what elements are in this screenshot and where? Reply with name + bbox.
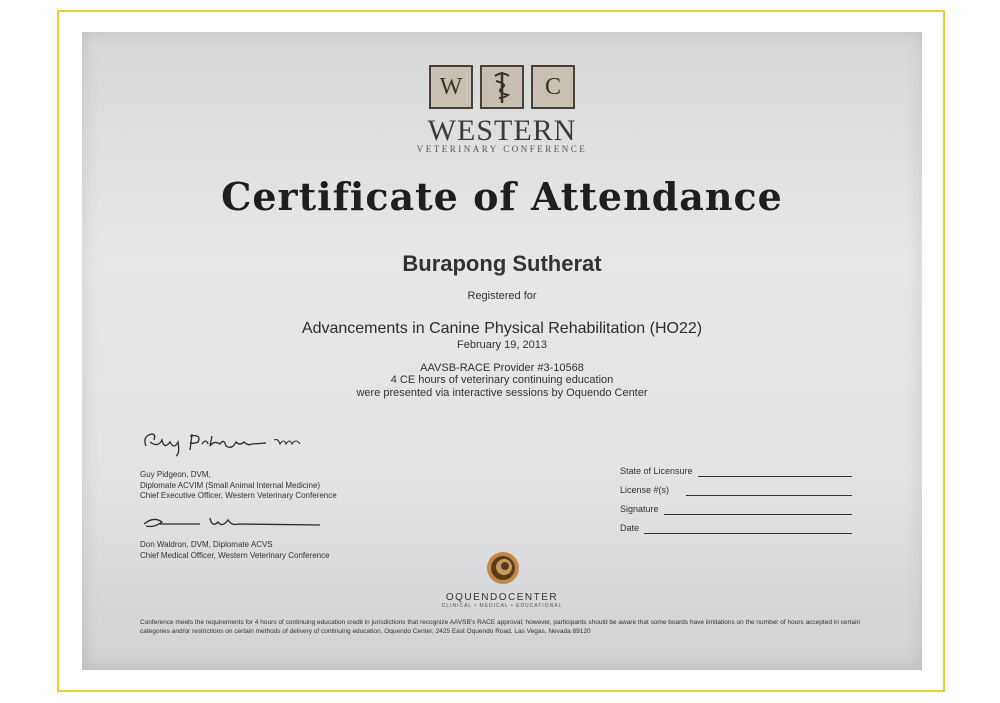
field-date: [620, 523, 860, 542]
logo-letter-w: W: [429, 65, 473, 109]
field-license-numbers: [620, 485, 860, 504]
signatory-1-title-2: Chief Executive Officer, Western Veterinary Conference: [140, 491, 337, 500]
signatory-1-block: [140, 470, 337, 502]
oquendo-name: OQUENDOCENTER: [445, 592, 559, 603]
field-line: [644, 533, 852, 534]
logo-letter-c: C: [531, 65, 575, 109]
signatory-2-name: Don Waldron, DVM, Diplomate ACVS: [140, 540, 273, 549]
field-label: Date: [620, 523, 640, 533]
certificate-paper: [82, 32, 922, 670]
signatory-1-name: Guy Pidgeon, DVM,: [140, 470, 211, 479]
oquendo-spiral-icon: [485, 550, 521, 586]
ce-hours: 4 CE hours of veterinary continuing education: [390, 374, 614, 386]
disclaimer-text: Conference meets the requirements for 4 hours of continuing education credit in jurisdictions that recognize AAVSB's RACE approval; however, participants should be aware that some boards have limitations on the number of hours accepted in certain categories and/or restrictions on certain methods of delivery of continuing education. Oquendo Center, 2425 East Oquendo Road, Las Vegas, Nevada 89120: [140, 619, 861, 635]
course-date: February 19, 2013: [457, 339, 547, 351]
field-line: [664, 514, 852, 515]
field-label: State of Licensure: [620, 466, 693, 476]
signatory-2-title: Chief Medical Officer, Western Veterinary Conference: [140, 550, 330, 560]
field-line: [698, 476, 852, 477]
certificate-title: Certificate of Attendance: [221, 174, 783, 219]
course-title: Advancements in Canine Physical Rehabilitation (HO22): [301, 320, 703, 337]
provider-number: AAVSB-RACE Provider #3-10568: [420, 362, 584, 374]
presented-by: were presented via interactive sessions by Oquendo Center: [356, 387, 648, 399]
wvc-logo: [429, 65, 575, 109]
signature-1-image: [140, 428, 310, 463]
registered-text: Registered for: [467, 290, 537, 302]
signatory-2-block: [140, 540, 330, 561]
field-label: Signature: [620, 504, 659, 514]
field-line: [686, 495, 852, 496]
license-fields: [620, 466, 860, 542]
field-state-of-licensure: [620, 466, 860, 485]
signatory-1-title-1: Diplomate ACVIM (Small Animal Internal Medicine): [140, 480, 321, 490]
signature-2-image: [140, 512, 330, 539]
field-label: License #(s): [620, 485, 670, 495]
recipient-name: Burapong Sutherat: [402, 251, 602, 276]
org-subtitle: VETERINARY CONFERENCE: [416, 144, 588, 154]
field-signature: [620, 504, 860, 523]
oquendo-subtitle: CLINICAL • MEDICAL • EDUCATIONAL: [441, 603, 563, 609]
org-name: WESTERN: [427, 114, 577, 147]
caduceus-icon: [480, 65, 524, 109]
